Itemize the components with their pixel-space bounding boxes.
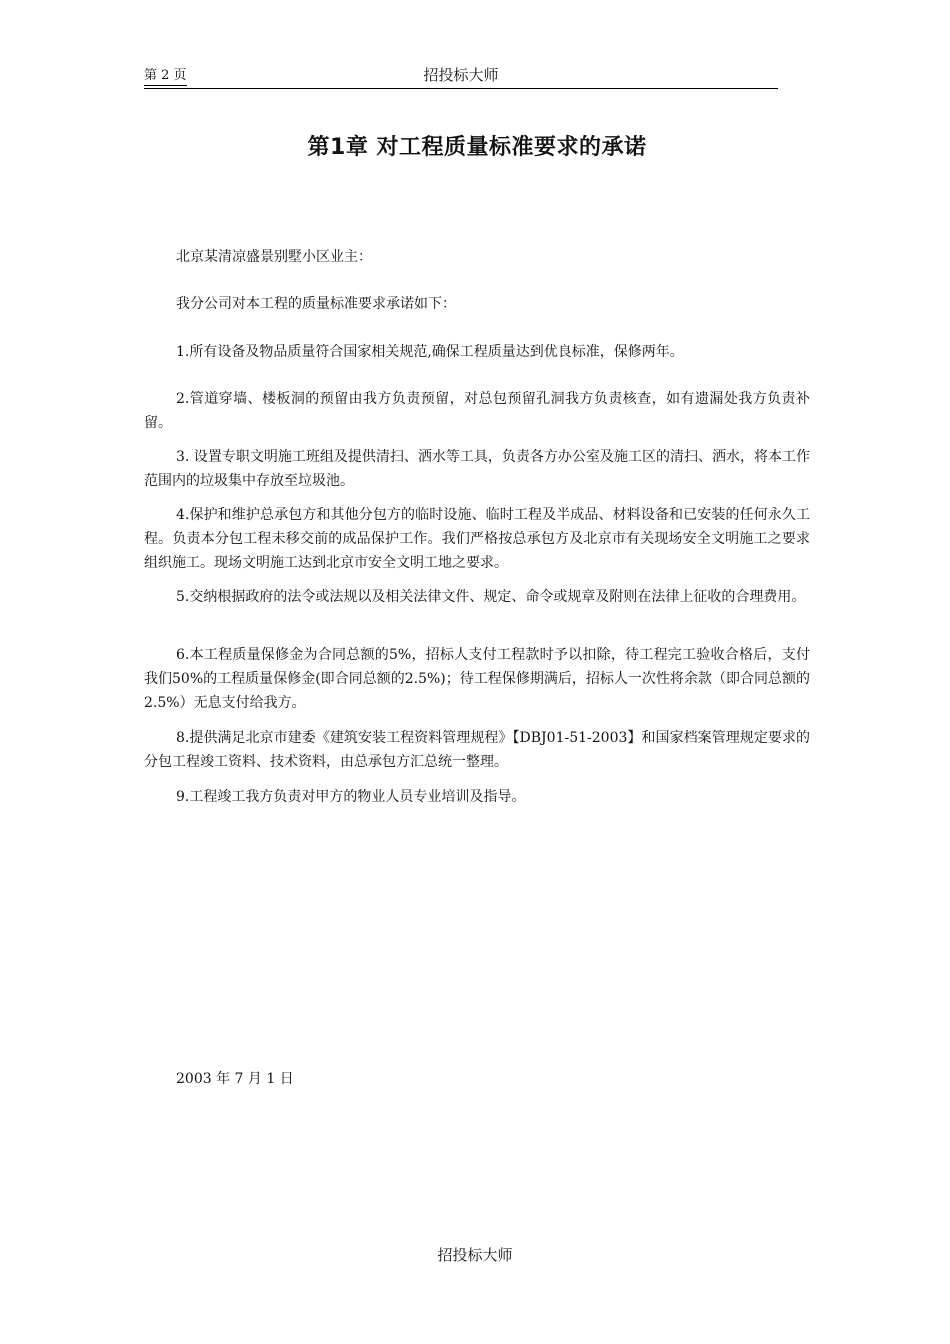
commitment-item-2: 2.管道穿墙、楼板洞的预留由我方负责预留，对总包预留孔洞我方负责核查，如有遗漏处我方负责补留。 [144,391,810,431]
page-footer: 招投标大师 [437,1246,513,1264]
page-number-label: 第 2 页 [144,68,187,86]
intro-line: 我分公司对本工程的质量标准要求承诺如下： [176,296,456,312]
commitment-item-5: 5.交纳根据政府的法令或法规以及相关法律文件、规定、命令或规章及附则在法律上征收的合理费用。 [176,589,806,605]
commitment-item-4: 4.保护和维护总承包方和其他分包方的临时设施、临时工程及半成品、材料设备和已安装的任何永久工程。负责本分包工程未移交前的成品保护工作。我们严格按总承包方及北京市有关现场安全文明施工之要求组织施工。现场文明施工达到北京市安全文明工地之要求。 [144,507,810,571]
commitment-item-8: 8.提供满足北京市建委《建筑安装工程资料管理规程》【DBJ01-51-2003】和国家档案管理规定要求的分包工程竣工资料、技术资料，由总承包方汇总统一整理。 [144,730,810,770]
header-title: 招投标大师 [423,66,499,84]
commitment-item-1: 1.所有设备及物品质量符合国家相关规范,确保工程质量达到优良标准，保修两年。 [176,344,684,360]
date-line: 2003 年 7 月 1 日 [176,1071,294,1087]
chapter-title: 第1章 对工程质量标准要求的承诺 [307,135,647,160]
commitment-item-9: 9.工程竣工我方负责对甲方的物业人员专业培训及指导。 [176,789,526,805]
commitment-item-6: 6.本工程质量保修金为合同总额的5%，招标人支付工程款时予以扣除，待工程完工验收合格后，支付我们50%的工程质量保修金(即合同总额的2.5%)；待工程保修期满后，招标人一次性将余款（即合同总额的2.5%）无息支付给我方。 [144,647,810,711]
page-header [144,64,778,89]
commitment-item-3: 3. 设置专职文明施工班组及提供清扫、洒水等工具，负责各方办公室及施工区的清扫、洒水，将本工作范围内的垃圾集中存放至垃圾池。 [144,449,810,489]
salutation: 北京某清凉盛景别墅小区业主： [176,249,372,265]
